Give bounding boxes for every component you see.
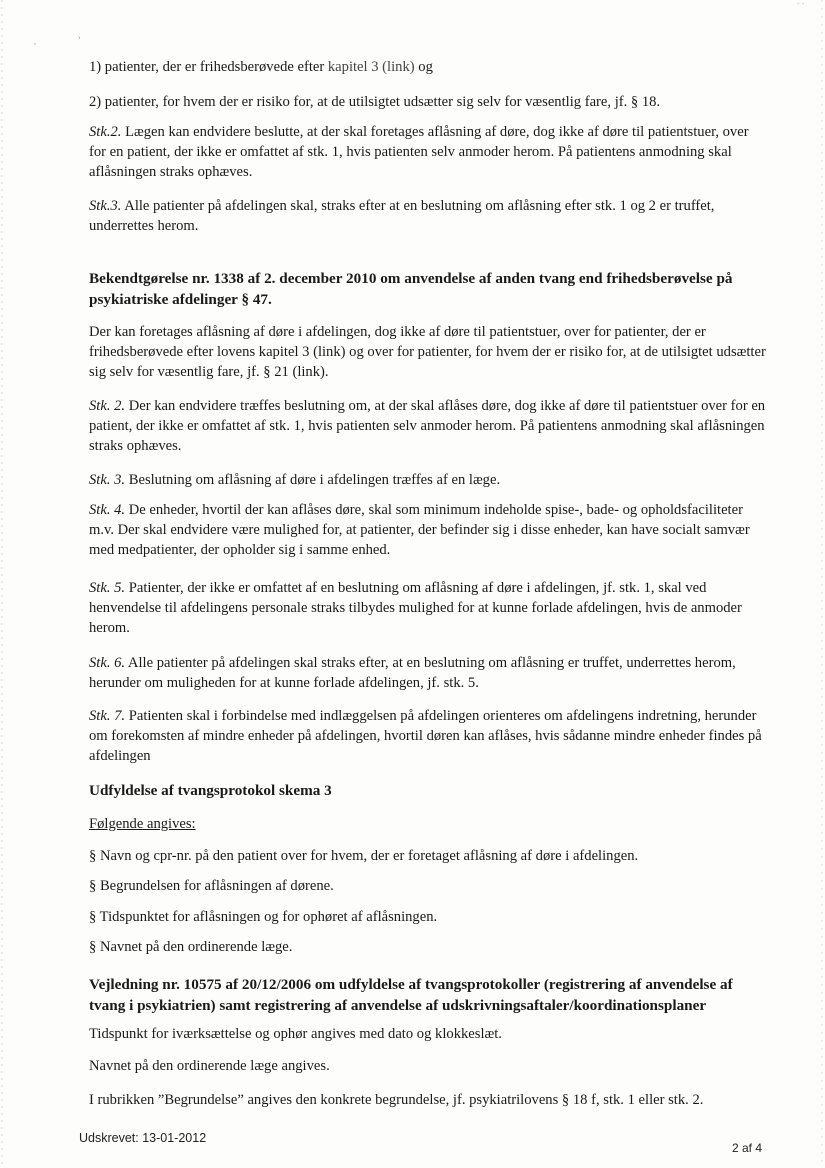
bek-stk-4: [89, 500, 769, 560]
stk-2-label: Stk.2.: [89, 124, 122, 140]
bek-stk-3: [89, 470, 769, 490]
stk-3-paragraph: [89, 196, 769, 236]
bek-stk-2-text: Der kan endvidere træffes beslutning om, at der skal aflåses døre, dog ikke af døre til patientstuer over for en patient, der ikke er omfattet af stk. 1, hvis patienten selv anmoder herom. På patientens anmodning skal aflåsningen straks ophæves.: [89, 398, 766, 454]
bek-stk-5: [89, 578, 769, 638]
bekendtgoerelse-heading: Bekendtgørelse nr. 1338 af 2. december 2010 om anvendelse af anden tvang end frihedsberøvelse på psykiatriske afdelinger § 47.: [89, 270, 733, 308]
bek-stk-7-text: Patienten skal i forbindelse med indlæggelsen på afdelingen orienteres om afdelingens indretning, herunder om forekomsten af mindre enheder på afdelingen, hvortil døren kan aflåses, hvis sådanne mindre enheder findes på afdelingen: [89, 708, 762, 764]
bek-stk-3-text: Beslutning om aflåsning af døre i afdelingen træffes af en læge.: [128, 472, 501, 488]
stk-3-label: Stk.3.: [89, 198, 122, 214]
bek-stk-6-label: Stk. 6.: [89, 655, 126, 671]
udfyldelse-item-4: § Navnet på den ordinerende læge.: [89, 939, 293, 955]
kapitel-3-link[interactable]: kapitel 3 (link): [327, 59, 415, 75]
bek-stk-6-text: Alle patienter på afdelingen skal straks efter, at en beslutning om aflåsning er truffet, underrettes herom, herunder om muligheden for at kunne forlade afdelingen, jf. stk. 5.: [89, 655, 736, 691]
svg-text:- -: - -: [797, 0, 805, 8]
bek-stk-5-label: Stk. 5.: [89, 580, 126, 596]
vejledning-p1: Tidspunkt for iværksættelse og ophør angives med dato og klokkeslæt.: [89, 1026, 502, 1042]
udfyldelse-item-2: § Begrundelsen for aflåsningen af dørene.: [89, 878, 334, 894]
udfyldelse-heading: Udfyldelse af tvangsprotokol skema 3: [89, 782, 332, 799]
udfyldelse-item-1: § Navn og cpr-nr. på den patient over for hvem, der er foretaget aflåsning af døre i afdelingen.: [89, 848, 639, 864]
bek-stk-2: [89, 396, 769, 456]
bek-stk-4-label: Stk. 4.: [89, 502, 126, 518]
page-number: 2 af 4: [732, 1141, 763, 1155]
bek-stk-4-text: De enheder, hvortil der kan aflåses døre, skal som minimum indeholde spise-, bade- og opholdsfaciliteter m.v. Der skal endvidere være mulighed for, at patienter, der befinder sig i disse enheder, kan have socialt samvær med medpatienter, der opholder sig i samme enhed.: [89, 502, 750, 558]
stk-2-paragraph: [89, 122, 769, 182]
bek-stk-3-label: Stk. 3.: [89, 472, 126, 488]
item-1: [89, 57, 769, 77]
stk-2-text: Lægen kan endvidere beslutte, at der skal foretages aflåsning af døre, dog ikke af døre til patientstuer, over for en patient, der ikke er omfattet af stk. 1, hvis patienten selv anmoder herom. På patientens anmodning skal aflåsningen straks ophæves.: [89, 124, 749, 180]
vejledning-heading: Vejledning nr. 10575 af 20/12/2006 om udfyldelse af tvangsprotokoller (registrering af anvendelse af tvang i psykiatrien) samt registrering af anvendelse af udskrivningsaftaler/koordinationsplaner: [89, 976, 733, 1014]
item-1-text: 1) patienter, der er frihedsberøvede efter: [89, 59, 325, 75]
udfyldelse-item-3: § Tidspunktet for aflåsningen og for ophøret af aflåsningen.: [89, 909, 438, 925]
printed-date: Udskrevet: 13-01-2012: [79, 1131, 207, 1145]
svg-text:›: ›: [78, 33, 81, 42]
item-1-end: og: [418, 59, 433, 75]
stk-3-text: Alle patienter på afdelingen skal, straks efter at en beslutning om aflåsning efter stk. 1 og 2 er truffet, underrettes herom.: [89, 198, 715, 234]
udfyldelse-subheading: Følgende angives:: [89, 816, 196, 832]
svg-text:,: ,: [34, 37, 36, 46]
bek-stk-2-label: Stk. 2.: [89, 398, 126, 414]
bek-stk-7: [89, 706, 769, 766]
vejledning-p3: I rubrikken ”Begrundelse” angives den konkrete begrundelse, jf. psykiatrilovens § 18 f, stk. 1 eller stk. 2.: [89, 1092, 704, 1108]
item-2: 2) patienter, for hvem der er risiko for, at de utilsigtet udsætter sig selv for væsentlig fare, jf. § 18.: [89, 94, 661, 110]
bek-stk-6: [89, 653, 769, 693]
bek-stk-5-text: Patienter, der ikke er omfattet af en beslutning om aflåsning af døre i afdelingen, jf. stk. 1, skal ved henvendelse til afdelingens personale straks tilbydes mulighed for at kunne forlade afdelingen, hvis de anmoder herom.: [89, 580, 742, 636]
bek-stk-7-label: Stk. 7.: [89, 708, 126, 724]
bek-intro: Der kan foretages aflåsning af døre i afdelingen, dog ikke af døre til patientstuer, over for patienter, der er frihedsberøvede efter lovens kapitel 3 (link) og over for patienter, for hvem der er risiko for, at de utilsigtet udsætter sig selv for væsentlig fare, jf. § 21 (link).: [89, 324, 766, 380]
vejledning-p2: Navnet på den ordinerende læge angives.: [89, 1058, 330, 1074]
